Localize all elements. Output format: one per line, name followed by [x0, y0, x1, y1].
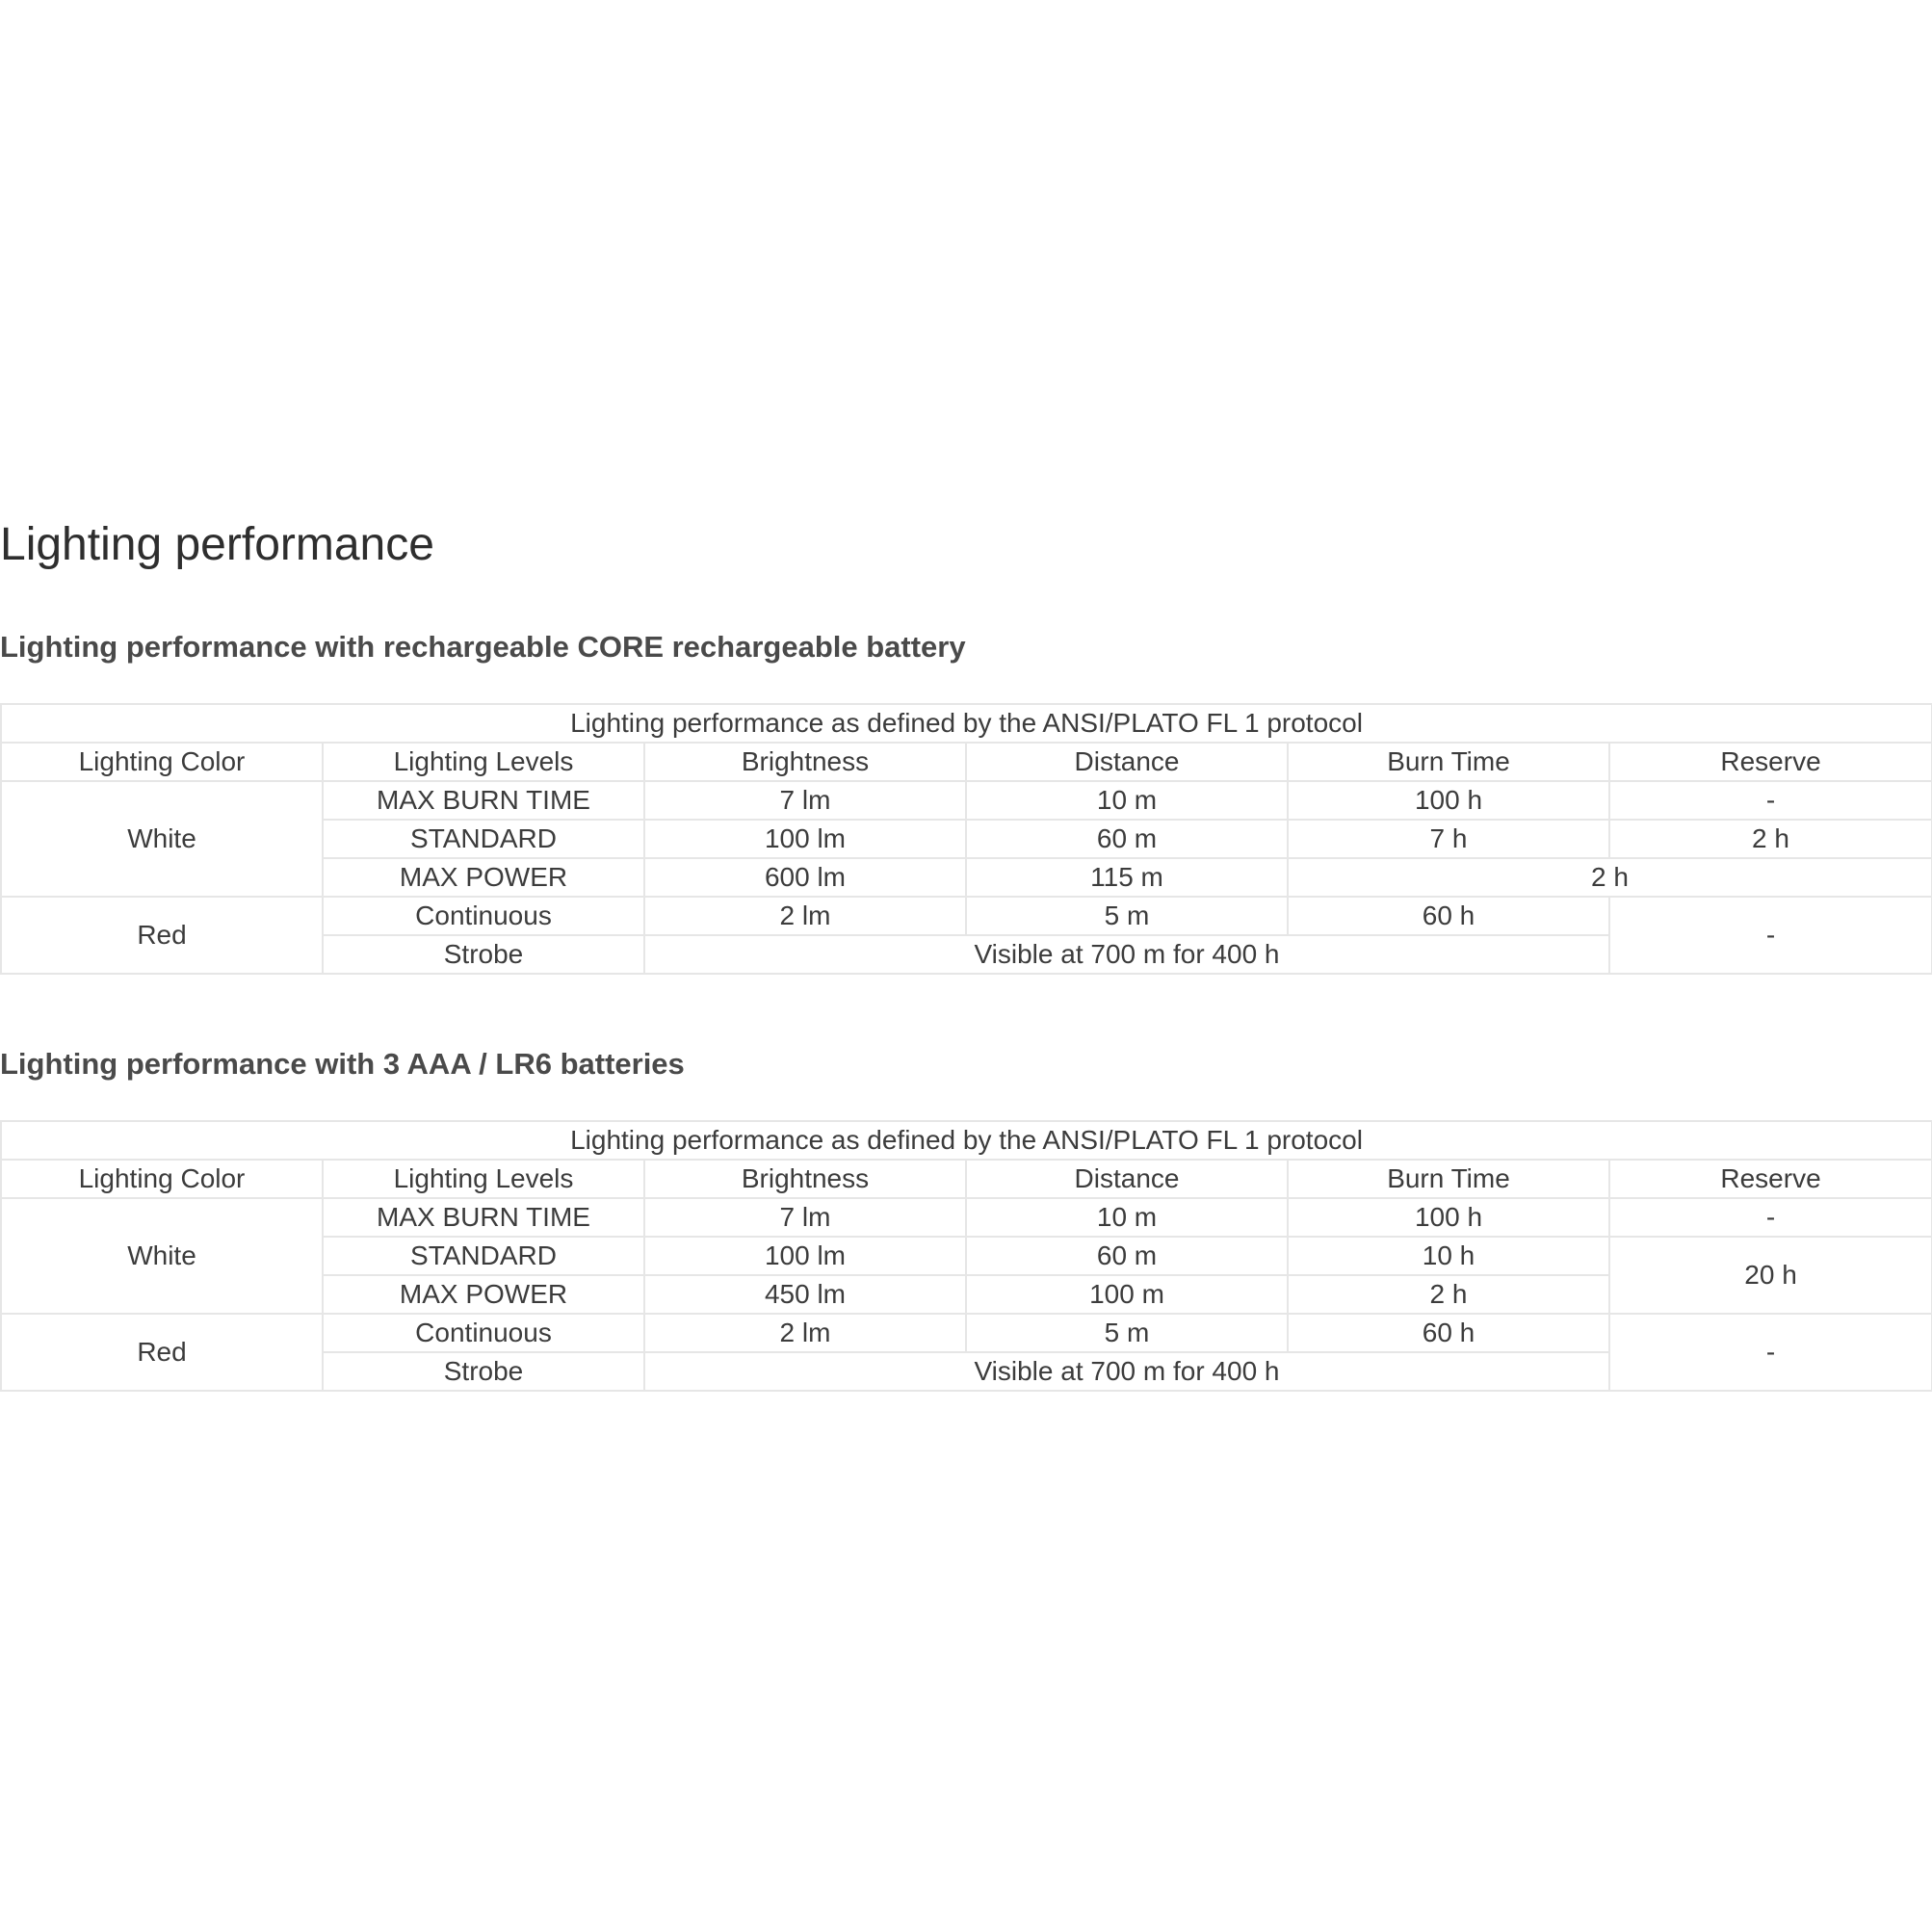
level-cell: Continuous: [323, 1314, 644, 1352]
table-caption-row: [1, 1121, 1932, 1160]
brightness-cell: 100 lm: [644, 820, 966, 858]
table-caption-row: [1, 704, 1932, 743]
distance-cell: 5 m: [966, 1314, 1288, 1352]
header-lighting-color: Lighting Color: [1, 743, 323, 781]
header-burn-time: Burn Time: [1288, 1160, 1609, 1198]
distance-cell: 60 m: [966, 1237, 1288, 1275]
table-caption: Lighting performance as defined by the ANSI/PLATO FL 1 protocol: [1, 704, 1932, 743]
color-cell-white: White: [1, 781, 323, 897]
burn-time-cell: 2 h: [1288, 1275, 1609, 1314]
header-lighting-levels: Lighting Levels: [323, 743, 644, 781]
section-title-core-battery: Lighting performance with rechargeable CORE rechargeable battery: [0, 630, 966, 664]
header-lighting-color: Lighting Color: [1, 1160, 323, 1198]
color-cell-red: Red: [1, 1314, 323, 1391]
color-cell-white: White: [1, 1198, 323, 1314]
strobe-visibility-cell: Visible at 700 m for 400 h: [644, 1352, 1609, 1391]
brightness-cell: 450 lm: [644, 1275, 966, 1314]
brightness-cell: 7 lm: [644, 781, 966, 820]
color-cell-red: Red: [1, 897, 323, 974]
distance-cell: 60 m: [966, 820, 1288, 858]
distance-cell: 10 m: [966, 781, 1288, 820]
burn-time-cell: 60 h: [1288, 897, 1609, 935]
level-cell: MAX BURN TIME: [323, 1198, 644, 1237]
brightness-cell: 100 lm: [644, 1237, 966, 1275]
level-cell: STANDARD: [323, 1237, 644, 1275]
header-brightness: Brightness: [644, 743, 966, 781]
distance-cell: 5 m: [966, 897, 1288, 935]
level-cell: Continuous: [323, 897, 644, 935]
level-cell: Strobe: [323, 1352, 644, 1391]
table-header-row: [1, 743, 1932, 781]
level-cell: MAX POWER: [323, 1275, 644, 1314]
brightness-cell: 600 lm: [644, 858, 966, 897]
table-row: [1, 1314, 1932, 1352]
brightness-cell: 7 lm: [644, 1198, 966, 1237]
header-reserve: Reserve: [1609, 1160, 1932, 1198]
header-brightness: Brightness: [644, 1160, 966, 1198]
table-header-row: [1, 1160, 1932, 1198]
page-title: Lighting performance: [0, 519, 434, 570]
table-row: [1, 897, 1932, 935]
header-distance: Distance: [966, 1160, 1288, 1198]
performance-table-aaa-batteries: [0, 1120, 1932, 1392]
level-cell: MAX BURN TIME: [323, 781, 644, 820]
burn-time-cell: 10 h: [1288, 1237, 1609, 1275]
burn-time-reserve-cell: 2 h: [1288, 858, 1932, 897]
section-title-aaa-batteries: Lighting performance with 3 AAA / LR6 batteries: [0, 1047, 685, 1081]
table-row: [1, 781, 1932, 820]
distance-cell: 100 m: [966, 1275, 1288, 1314]
level-cell: MAX POWER: [323, 858, 644, 897]
level-cell: Strobe: [323, 935, 644, 974]
burn-time-cell: 100 h: [1288, 1198, 1609, 1237]
brightness-cell: 2 lm: [644, 897, 966, 935]
header-reserve: Reserve: [1609, 743, 1932, 781]
strobe-visibility-cell: Visible at 700 m for 400 h: [644, 935, 1609, 974]
distance-cell: 10 m: [966, 1198, 1288, 1237]
header-distance: Distance: [966, 743, 1288, 781]
reserve-cell: -: [1609, 1314, 1932, 1391]
brightness-cell: 2 lm: [644, 1314, 966, 1352]
header-burn-time: Burn Time: [1288, 743, 1609, 781]
header-lighting-levels: Lighting Levels: [323, 1160, 644, 1198]
burn-time-cell: 7 h: [1288, 820, 1609, 858]
reserve-cell: -: [1609, 781, 1932, 820]
reserve-cell: 20 h: [1609, 1237, 1932, 1314]
burn-time-cell: 100 h: [1288, 781, 1609, 820]
reserve-cell: 2 h: [1609, 820, 1932, 858]
level-cell: STANDARD: [323, 820, 644, 858]
burn-time-cell: 60 h: [1288, 1314, 1609, 1352]
table-row: [1, 1198, 1932, 1237]
table-caption: Lighting performance as defined by the ANSI/PLATO FL 1 protocol: [1, 1121, 1932, 1160]
reserve-cell: -: [1609, 1198, 1932, 1237]
reserve-cell: -: [1609, 897, 1932, 974]
performance-table-core-battery: [0, 703, 1932, 975]
distance-cell: 115 m: [966, 858, 1288, 897]
